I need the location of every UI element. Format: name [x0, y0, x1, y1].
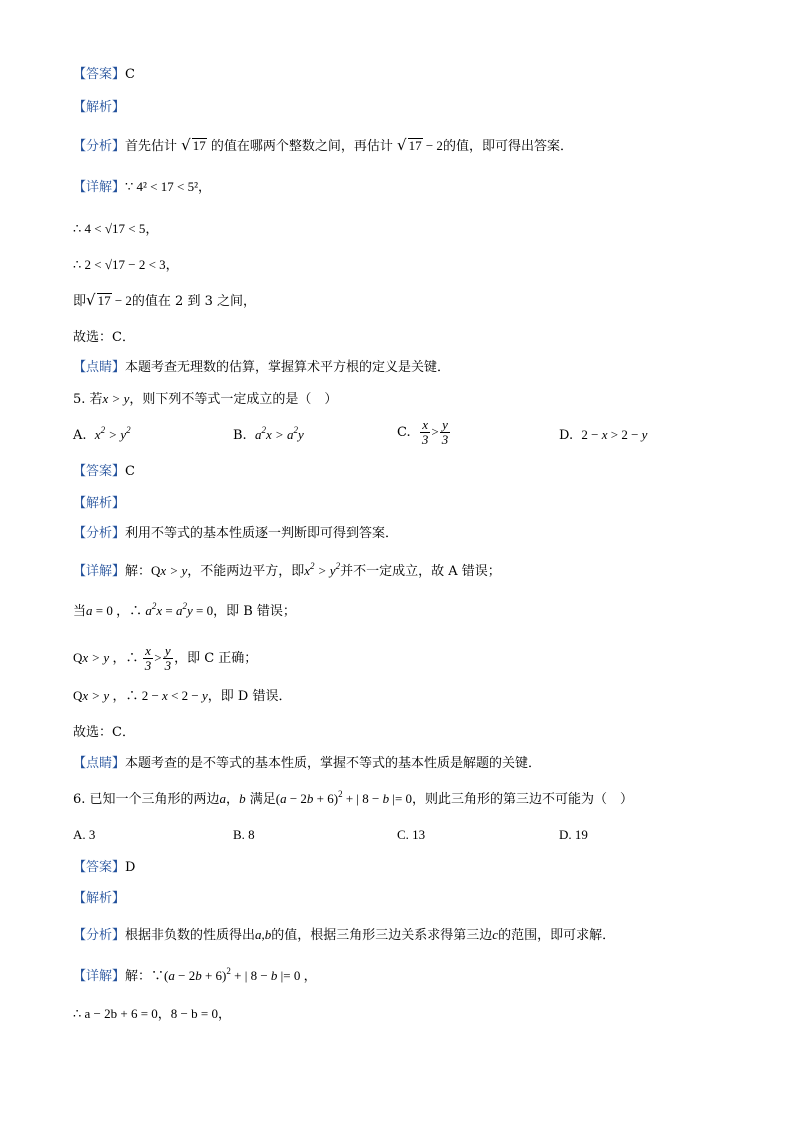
- q5-dianjing-line: 【点睛】本题考查的是不等式的基本性质，掌握不等式的基本性质是解题的关键．: [73, 756, 542, 771]
- q4-detail-step1: 【详解】∵ 4² < 17 < 5²，: [73, 179, 211, 195]
- q6-stem: 6. 已知一个三角形的两边a，b 满足$(a - 2b + 6)^2$ + | 8 − b |= 0，则此三角形的第三边不可能为（ ）: [73, 789, 634, 807]
- q5-stem: 5. 若x > y，则下列不等式一定成立的是（ ）: [73, 391, 338, 407]
- answer-value: D: [125, 860, 136, 875]
- fenxi-tag: 【分析】: [73, 928, 126, 943]
- q5-analysis-line: [73, 495, 125, 513]
- math-sqrt17-minus-2: √ 17 − 2: [86, 291, 132, 309]
- analysis-tag: 【解析】: [73, 100, 126, 115]
- dianjing-tag: 【点睛】: [73, 756, 126, 771]
- q6-option-d: D. 19: [559, 827, 588, 842]
- answer-value: C: [125, 464, 135, 479]
- analysis-tag: 【解析】: [73, 891, 126, 906]
- q4-detail-step4: 即√ 17 − 2的值在 2 到 3 之间，: [73, 291, 256, 309]
- q5-detail-3: Qx > y ，∴ $\frac{x}{3}$ > $\frac{y}{3}$ ，即 C 正确；: [73, 643, 258, 673]
- q6-detail-1: 【详解】解：∵(a − 2b + 6)$^2$ + | 8 − b |= 0 ，: [73, 966, 317, 984]
- math-sqrt17: √ 17: [181, 136, 206, 154]
- q5-option-b: B. $a^2x > a^2y$: [233, 425, 304, 443]
- q6-detail-2: ∴ a − 2b + 6 = 0，8 − b = 0，: [73, 1006, 231, 1021]
- answer-tag: 【答案】: [73, 67, 126, 82]
- math-x-gt-y: x > y: [102, 391, 130, 406]
- q5-option-d: D. 2 − x > 2 − y: [559, 427, 648, 443]
- q6-option-a: A. 3: [73, 827, 96, 842]
- q6-fenxi-line: 【分析】根据非负数的性质得出a,b的值，根据三角形三边关系求得第三边c的范围，即可求解．: [73, 927, 616, 943]
- q5-fenxi-line: 【分析】利用不等式的基本性质逐一判断即可得到答案．: [73, 526, 399, 541]
- q4-dianjing-line: 【点睛】本题考查无理数的估算，掌握算术平方根的定义是关键．: [73, 360, 451, 375]
- q5-option-a: A. $x^2 > y^2$: [73, 425, 131, 443]
- q4-fenxi-line: 【分析】首先估计 √ 17 的值在哪两个整数之间，再估计 √ 17 − 2的值，即可得出答案．: [73, 136, 573, 154]
- analysis-tag: 【解析】: [73, 496, 126, 511]
- xiangjie-tag: 【详解】: [73, 969, 126, 984]
- q4-detail-step3: ∴ 2 < √17 − 2 < 3，: [73, 257, 179, 272]
- q4-answer-line: [73, 66, 135, 84]
- q6-analysis-line: [73, 890, 125, 908]
- q5-detail-4: Qx > y ，∴ 2 − x < 2 − y，即 D 错误．: [73, 688, 292, 704]
- xiangjie-tag: 【详解】: [73, 564, 126, 579]
- q4-analysis-line: [73, 99, 125, 117]
- q6-option-b: B. 8: [233, 827, 255, 842]
- q5-detail-2: 当a = 0 ，∴ $a^2x = a^2y = 0$，即 B 错误；: [73, 601, 296, 619]
- fenxi-tag: 【分析】: [73, 139, 126, 154]
- q6-answer-line: [73, 859, 135, 877]
- answer-value: C: [125, 67, 135, 82]
- xiangjie-tag: 【详解】: [73, 180, 126, 195]
- fenxi-tag: 【分析】: [73, 526, 126, 541]
- math-sqrt17-minus-2: √ 17 − 2: [397, 136, 443, 154]
- q5-option-c: C. $\frac{x}{3}$ > $\frac{y}{3}$: [397, 417, 449, 447]
- q5-answer-line: [73, 463, 135, 481]
- answer-tag: 【答案】: [73, 464, 126, 479]
- q5-detail-1: 【详解】解：Qx > y，不能两边平方，即$x^2 > y^2$并不一定成立，故 A 错误；: [73, 561, 501, 579]
- answer-tag: 【答案】: [73, 860, 126, 875]
- q5-choose: 故选：C．: [73, 725, 135, 740]
- dianjing-tag: 【点睛】: [73, 360, 126, 375]
- q4-detail-step2: ∴ 4 < √17 < 5，: [73, 221, 159, 236]
- q4-choose: 故选：C．: [73, 330, 135, 345]
- q6-option-c: C. 13: [397, 827, 426, 842]
